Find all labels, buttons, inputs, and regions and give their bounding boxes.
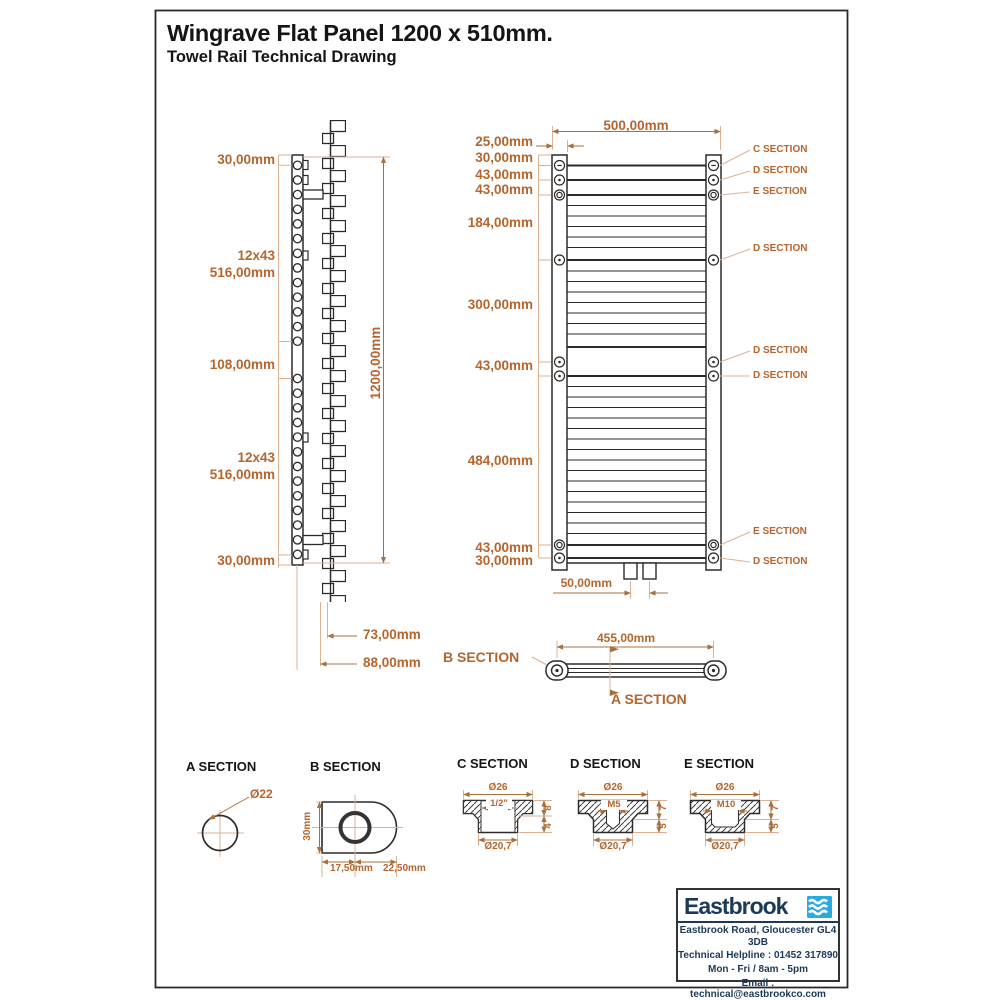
section-c-h1: 8 — [543, 805, 555, 811]
callout-d-section-2: D SECTION — [753, 243, 808, 254]
section-d-top-dia: Ø26 — [603, 782, 623, 793]
front-dim-0: 30,00mm — [475, 150, 533, 165]
front-dim-width: 500,00mm — [603, 118, 669, 133]
section-e-thread: M10 — [711, 800, 741, 810]
front-dim-7: 43,00mm — [475, 540, 533, 555]
section-d-bottom-dia: Ø20,7 — [599, 841, 627, 852]
front-dim-1: 43,00mm — [475, 167, 533, 182]
section-b-title: B SECTION — [310, 759, 381, 774]
side-dim-height: 1200,00mm — [367, 326, 383, 400]
section-d-thread: M5 — [601, 800, 627, 810]
callout-d-section-3: D SECTION — [753, 345, 808, 356]
callout-d-section-1: D SECTION — [753, 165, 808, 176]
section-c-thread: 1/2" — [486, 799, 512, 809]
section-c-top-dia: Ø26 — [488, 782, 508, 793]
side-dim-top: 30,00mm — [217, 152, 275, 167]
side-dim-depth-outer: 88,00mm — [363, 655, 421, 670]
section-d-title: D SECTION — [570, 756, 641, 771]
front-dim-5: 43,00mm — [475, 358, 533, 373]
section-c-title: C SECTION — [457, 756, 528, 771]
company-address: Eastbrook Road, Gloucester GL4 3DB — [679, 925, 837, 948]
section-e-h1: 7 — [770, 805, 782, 811]
front-dim-3: 184,00mm — [467, 215, 533, 230]
side-dim-group1: 516,00mm — [209, 265, 275, 280]
section-b-height: 30mm — [301, 811, 313, 841]
company-email: Email : technical@eastbrookco.com — [690, 977, 826, 1000]
front-dim-6: 484,00mm — [467, 453, 533, 468]
section-c-bottom-dia: Ø20,7 — [484, 841, 512, 852]
side-dim-group2-count: 12x43 — [237, 450, 275, 465]
front-dim-2: 43,00mm — [475, 182, 533, 197]
section-c-h2: 4 — [543, 823, 555, 829]
eastbrook-waves-icon — [807, 896, 832, 918]
section-b-radius: 22,50mm — [383, 863, 426, 874]
front-dim-pipes: 50,00mm — [560, 576, 612, 590]
callout-d-section-4: D SECTION — [753, 370, 808, 381]
brand-logo — [678, 890, 838, 923]
section-d-h1: 7 — [658, 805, 670, 811]
page-title: Wingrave Flat Panel 1200 x 510mm. — [167, 20, 553, 46]
callout-e-section-2: E SECTION — [753, 526, 807, 537]
side-dim-bottom: 30,00mm — [217, 553, 275, 568]
section-a-title: A SECTION — [186, 759, 257, 774]
section-b-center: 17,50mm — [330, 863, 373, 874]
front-dim-8: 30,00mm — [475, 553, 533, 568]
section-e-title: E SECTION — [684, 756, 755, 771]
top-dim-width: 455,00mm — [596, 631, 656, 645]
page-subtitle: Towel Rail Technical Drawing — [167, 48, 397, 66]
front-dim-4: 300,00mm — [467, 297, 533, 312]
section-e-h2: 5 — [770, 823, 782, 829]
label-a-section: A SECTION — [611, 691, 687, 707]
section-e-bottom-dia: Ø20,7 — [711, 841, 739, 852]
company-hours: Mon - Fri / 8am - 5pm — [707, 964, 808, 976]
section-a-dia: Ø22 — [250, 787, 273, 801]
section-d-h2: 5 — [658, 823, 670, 829]
company-info-box — [676, 888, 840, 1000]
callout-c-section: C SECTION — [753, 144, 808, 155]
front-dim-offset: 25,00mm — [475, 134, 533, 149]
label-b-section: B SECTION — [443, 649, 520, 665]
brand-name: Eastbrook — [684, 893, 788, 919]
company-helpline: Technical Helpline : 01452 317890 — [678, 950, 838, 962]
side-dim-group2: 516,00mm — [209, 467, 275, 482]
side-dim-group1-count: 12x43 — [237, 248, 275, 263]
callout-e-section-1: E SECTION — [753, 186, 807, 197]
callout-d-section-5: D SECTION — [753, 556, 808, 567]
side-dim-depth-inner: 73,00mm — [363, 627, 421, 642]
side-dim-mid: 108,00mm — [209, 357, 275, 372]
section-e-top-dia: Ø26 — [715, 782, 735, 793]
